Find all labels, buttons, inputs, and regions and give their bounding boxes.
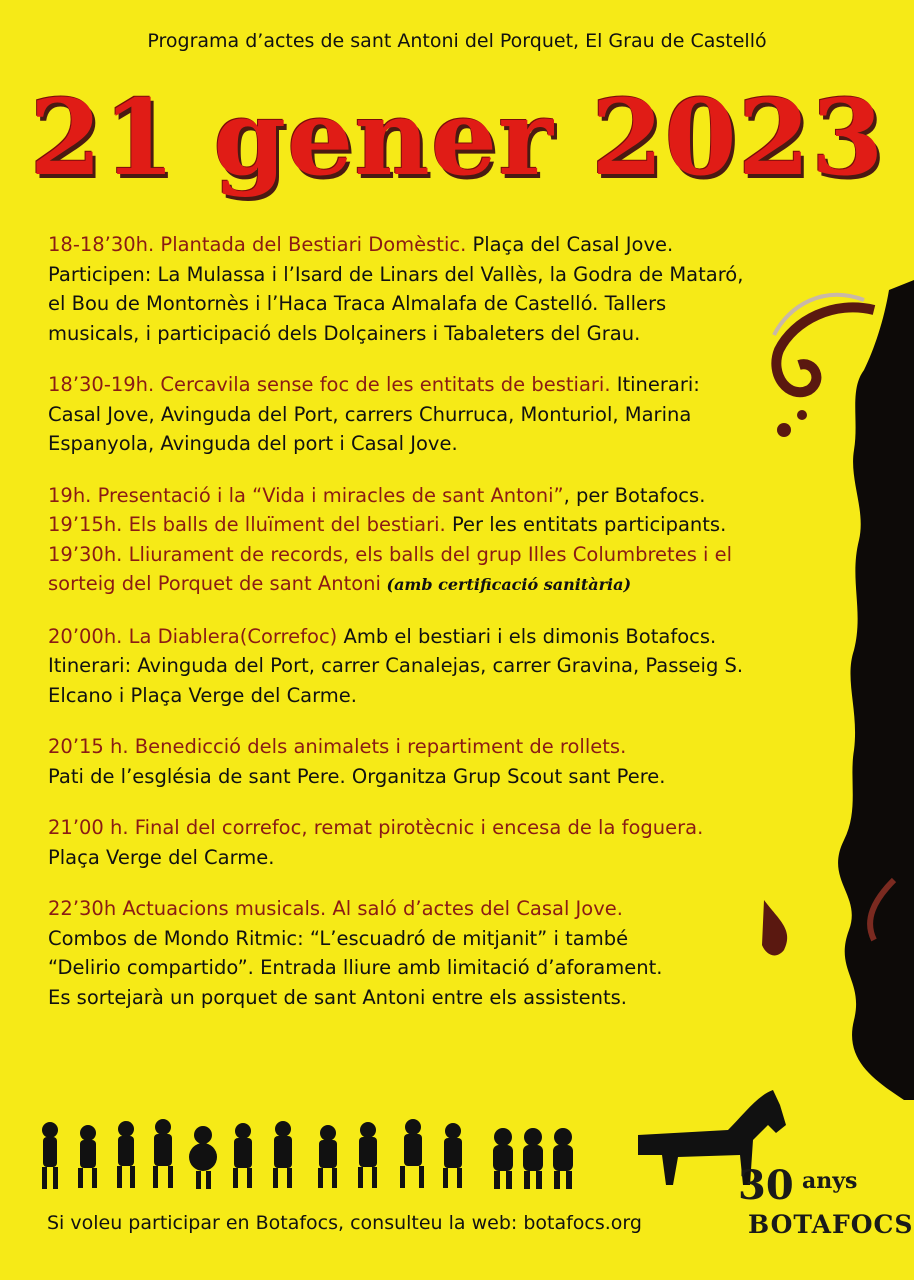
event-text: Combos de Mondo Ritmic: “L’escuadró de mitjanit” i també [48,926,629,950]
event-line [48,762,783,792]
event-line [48,481,783,511]
event-block [48,481,783,600]
event-text: Participen: La Mulassa i l’Isard de Linars del Vallès, la Godra de Mataró, [48,262,744,286]
event-text: Plaça del Casal Jove. [466,233,674,256]
event-highlight-text: 18’30-19h. Cercavila sense foc de les entitats de bestiari. [48,373,611,396]
event-line [48,924,783,954]
event-line [48,540,783,570]
event-line [48,622,783,652]
event-line [48,429,783,459]
event-text: el Bou de Montornès i l’Haca Traca Almalafa de Castelló. Tallers [48,292,667,315]
event-text: Casal Jove, Avinguda del Port, carrers Churruca, Monturiol, Marina [48,402,692,426]
event-line [48,894,783,924]
event-text: Pati de l’església de sant Pere. Organitza Grup Scout sant Pere. [48,764,666,788]
event-line [48,813,783,843]
event-text: Itinerari: [610,373,700,396]
event-block [48,230,783,348]
event-date-title: 21 gener 2023 [29,76,885,199]
event-highlight-text: 19’15h. Els balls de lluïment del bestiari. [48,513,446,536]
event-line [48,370,783,400]
event-block [48,370,783,459]
event-highlight-text: sorteig del Porquet de sant Antoni [48,572,381,595]
event-highlight-text: 19h. Presentació i la “Vida i miracles de sant Antoni” [48,483,564,507]
event-text: “Delirio compartido”. Entrada lliure amb limitació d’aforament. [48,956,663,979]
event-line [48,260,783,290]
event-line [48,319,783,349]
event-text: Itinerari: Avinguda del Port, carrer Canalejas, carrer Gravina, Passeig S. [48,654,744,677]
event-line [48,732,783,762]
logo-number: 30 [738,1162,794,1209]
events-list [48,230,783,1034]
event-highlight-text: 20’15 h. Benedicció dels animalets i repartiment de rollets. [48,735,627,758]
event-line [48,681,783,711]
event-highlight-text: 20’00h. La Diablera(Correfoc) [48,624,338,648]
event-text: , per Botafocs. [563,483,706,507]
event-block [48,813,783,872]
event-line [48,953,783,983]
parade-silhouettes [38,1085,798,1195]
event-line [48,289,783,319]
event-line [48,400,783,430]
event-line [48,651,783,681]
event-text: (amb certificació sanitària) [380,575,632,594]
event-text: Amb el bestiari i els dimonis Botafocs. [337,624,717,648]
event-text: Es sortejarà un porquet de sant Antoni entre els assistents. [48,985,627,1009]
logo-name: BOTAFOCS [748,1210,914,1239]
event-line [48,569,783,600]
event-block [48,894,783,1012]
event-block [48,732,783,791]
event-highlight-text: 18-18’30h. Plantada del Bestiari Domèstic. [48,233,467,256]
event-highlight-text: 19’30h. Lliurament de records, els balls del grup Illes Columbretes i el [48,542,733,566]
event-block [48,622,783,711]
event-highlight-text: 21’00 h. Final del correfoc, remat pirotècnic i encesa de la foguera. [48,816,704,839]
event-line [48,843,783,873]
event-line [48,983,783,1013]
event-text: Per les entitats participants. [445,513,727,536]
event-highlight-text: 22’30h Actuacions musicals. Al saló d’actes del Casal Jove. [48,897,623,920]
logo-anys: anys [802,1168,858,1194]
event-text: Espanyola, Avinguda del port i Casal Jove. [48,432,458,455]
event-text: Plaça Verge del Carme. [48,845,275,869]
program-subtitle: Programa d’actes de sant Antoni del Porquet, El Grau de Castelló [147,30,767,52]
event-line [48,510,783,540]
footer-website-note: Si voleu participar en Botafocs, consulteu la web: botafocs.org [47,1212,642,1234]
event-text: musicals, i participació dels Dolçainers i Tabaleters del Grau. [48,321,641,345]
botafocs-logo [736,1160,914,1250]
event-line [48,230,783,260]
event-text: Elcano i Plaça Verge del Carme. [48,683,358,707]
